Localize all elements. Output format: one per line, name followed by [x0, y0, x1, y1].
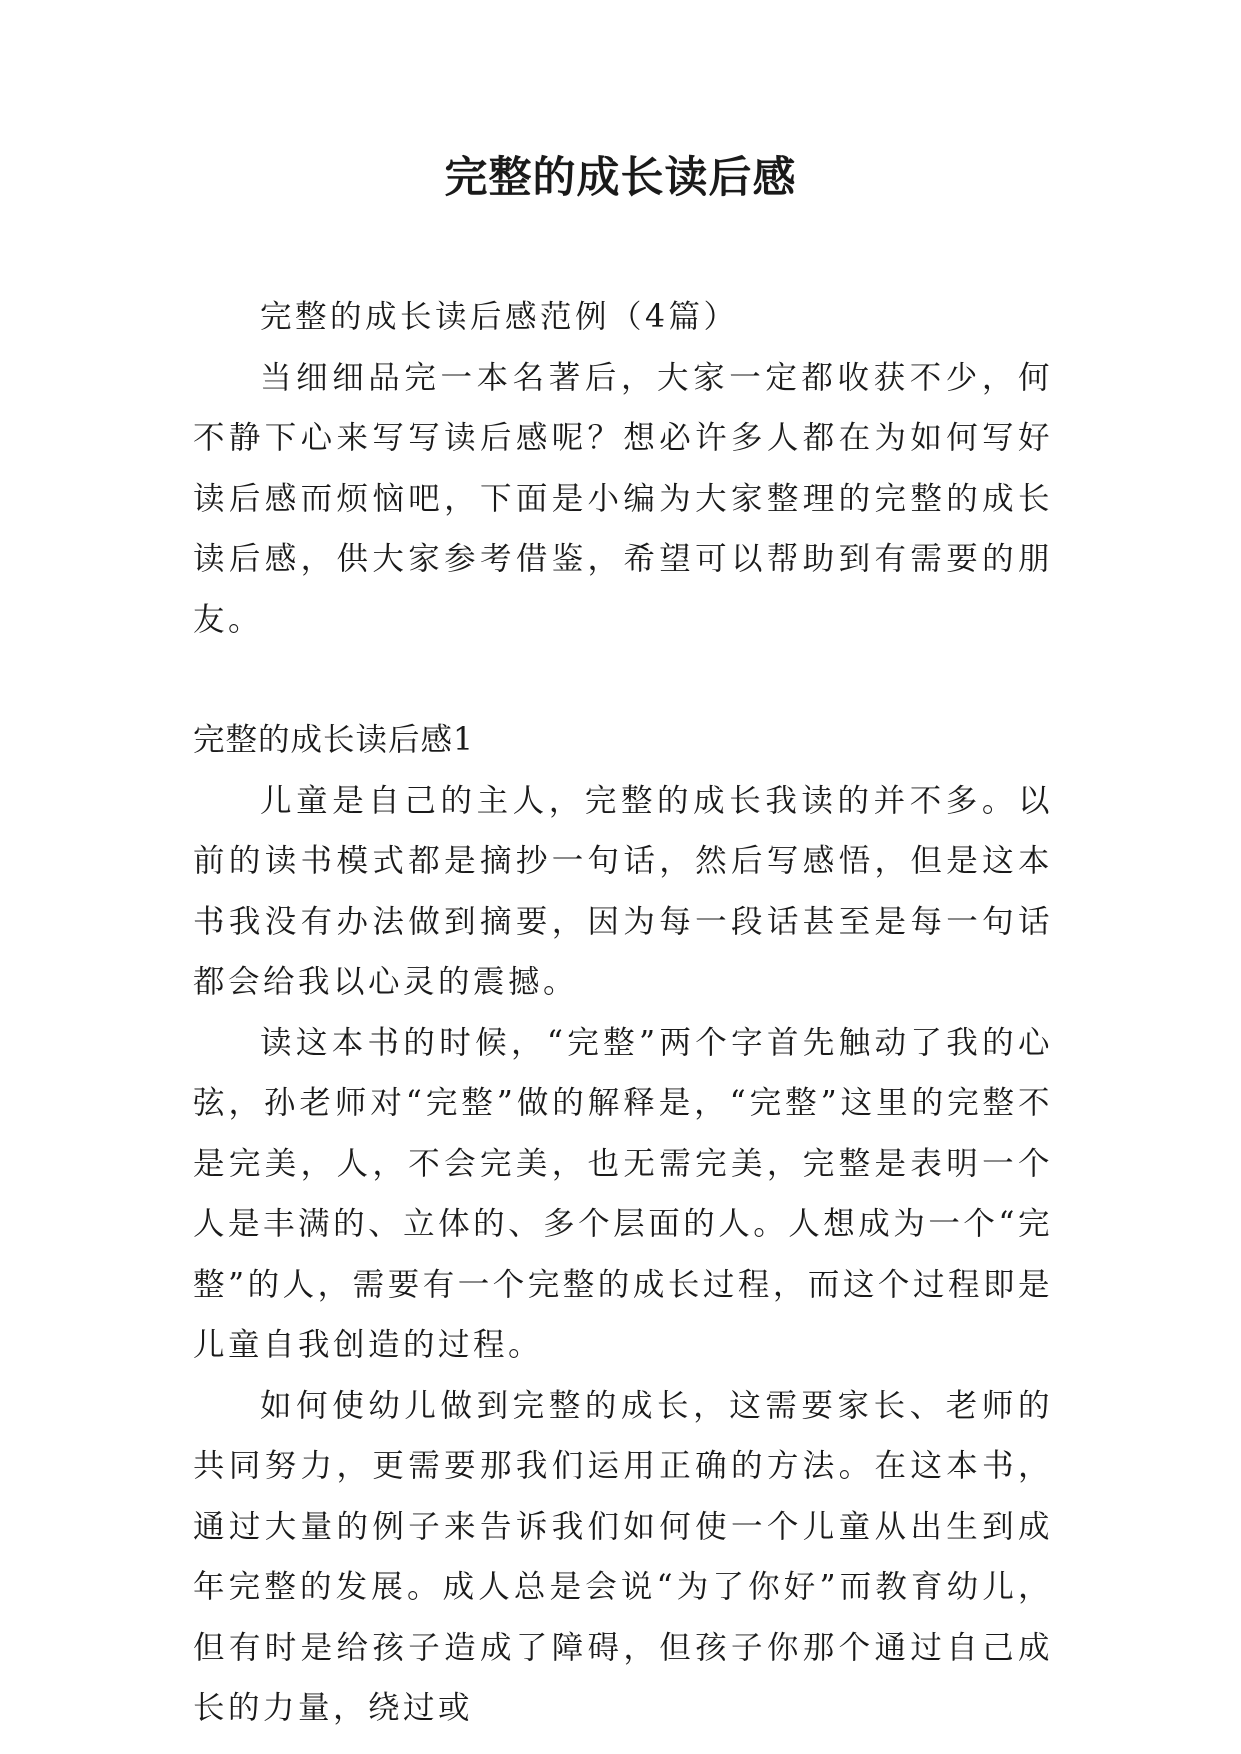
body-paragraph: 儿童是自己的主人，完整的成长我读的并不多。以前的读书模式都是摘抄一句话，然后写感悟，但是这本书我没有办法做到摘要，因为每一段话甚至是每一句话都会给我以心灵的震撼。 — [193, 782, 1053, 1000]
intro-paragraph: 当细细品完一本名著后，大家一定都收获不少，何不静下心来写写读后感呢？想必许多人都在为如何写好读后感而烦恼吧，下面是小编为大家整理的完整的成长读后感，供大家参考借鉴，希望可以帮助到有需要的朋友。 — [193, 359, 1053, 638]
section-heading: 完整的成长读后感1 — [193, 722, 475, 758]
body-paragraph: 读这本书的时候，“完整”两个字首先触动了我的心弦，孙老师对“完整”做的解释是，“完整”这里的完整不是完美，人，不会完美，也无需完美，完整是表明一个人是丰满的、立体的、多个层面的人。人想成为一个“完整”的人，需要有一个完整的成长过程，而这个过程即是儿童自我创造的过程。 — [193, 1024, 1053, 1363]
document-title: 完整的成长读后感 — [444, 153, 797, 203]
body-paragraph: 如何使幼儿做到完整的成长，这需要家长、老师的共同努力，更需要那我们运用正确的方法。在这本书，通过大量的例子来告诉我们如何使一个儿童从出生到成年完整的发展。成人总是会说“为了你好”而教育幼儿，但有时是给孩子造成了障碍，但孩子你那个通过自己成长的力量，绕过或 — [193, 1387, 1053, 1726]
document-body — [193, 287, 1053, 1739]
subtitle-paragraph: 完整的成长读后感范例（4篇） — [260, 299, 739, 335]
